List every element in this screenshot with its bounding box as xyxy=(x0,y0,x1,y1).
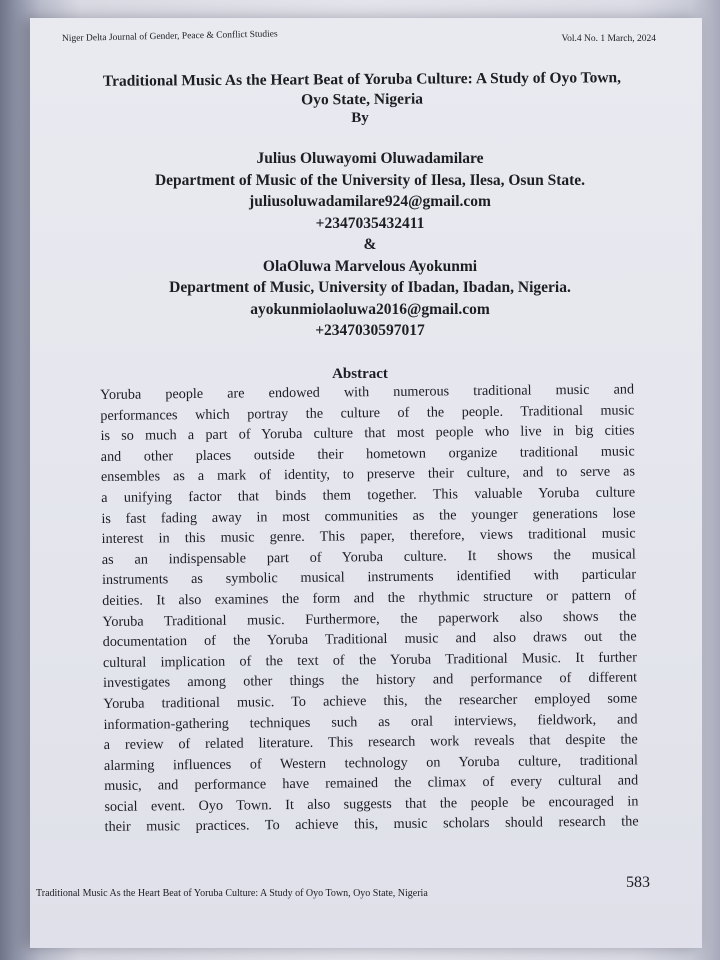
abstract-line: Yoruba traditional music. To achieve this, the researcher employed some xyxy=(103,690,638,712)
abstract-line: Yoruba people are endowed with numerous traditional music and xyxy=(100,381,635,403)
abstract-line: investigates among other things the history and performance of different xyxy=(103,669,638,692)
journal-name: Niger Delta Journal of Gender, Peace & Conflict Studies xyxy=(61,29,278,44)
author-1-email: juliusoluwadamilare924@gmail.com xyxy=(249,193,491,210)
abstract-line: as an indispensable part of Yoruba culture. It shows the musical xyxy=(101,546,636,568)
abstract-line: a unifying factor that binds them together. This valuable Yoruba culture xyxy=(101,484,636,506)
abstract-line: documentation of the Yoruba Traditional music and also draws out the xyxy=(102,628,637,651)
abstract-line: cultural implication of the text of the Yoruba Traditional Music. It further xyxy=(102,649,637,671)
abstract-line: social event. Oyo Town. It also suggests that the people be encouraged in xyxy=(104,793,639,815)
abstract-line: information-gathering techniques such as oral interviews, fieldwork, and xyxy=(103,710,638,733)
abstract-line: their music practices. To achieve this, music scholars should research the xyxy=(104,813,639,836)
title-line-1: Traditional Music As the Heart Beat of Yoruba Culture: A Study of Oyo Town, xyxy=(102,69,622,90)
volume-issue: Vol.4 No. 1 March, 2024 xyxy=(561,34,656,44)
abstract-line: alarming influences of Western technology on Yoruba culture, traditional xyxy=(103,752,639,774)
by-label: By xyxy=(351,110,369,126)
abstract-heading: Abstract xyxy=(332,366,388,382)
author-1-affiliation: Department of Music of the University of Ilesa, Ilesa, Osun State. xyxy=(154,171,586,189)
author-2-affiliation: Department of Music, University of Ibadan, Ibadan, Nigeria. xyxy=(169,279,571,296)
title-line-2: Oyo State, Nigeria xyxy=(301,90,424,109)
abstract-body xyxy=(100,379,639,838)
author-2-phone: +2347030597017 xyxy=(315,322,425,339)
abstract-line: ensembles as a mark of identity, to preserve their culture, and to serve as xyxy=(100,463,636,486)
abstract-line: is fast fading away in most communities as the younger generations lose xyxy=(101,504,636,527)
abstract-line: a review of related literature. This research work reveals that despite the xyxy=(103,731,638,754)
running-footer: Traditional Music As the Heart Beat of Yoruba Culture: A Study of Oyo Town, Oyo State, Nigeria xyxy=(36,888,428,899)
abstract-line: music, and performance have remained the climax of every cultural and xyxy=(104,772,639,795)
page-number: 583 xyxy=(626,874,650,891)
abstract-line: instruments as symbolic musical instruments identified with particular xyxy=(101,566,637,589)
article-title xyxy=(62,68,662,112)
abstract-line: is so much a part of Yoruba culture that most people who live in big cities xyxy=(100,422,635,445)
author-separator: & xyxy=(363,236,377,253)
abstract-line: interest in this music genre. This paper, therefore, views traditional music xyxy=(101,525,636,548)
author-2-email: ayokunmiolaoluwa2016@gmail.com xyxy=(250,300,490,318)
abstract-line: performances which portray the culture of the people. Traditional music xyxy=(100,402,635,424)
author-block xyxy=(70,148,670,342)
author-1-phone: +2347035432411 xyxy=(315,214,425,232)
abstract-line: Yoruba Traditional music. Furthermore, the paperwork also shows the xyxy=(102,607,637,630)
abstract-line: deities. It also examines the form and the rhythmic structure or pattern of xyxy=(102,587,637,609)
abstract-line: and other places outside their hometown organize traditional music xyxy=(100,443,635,465)
author-1-name: Julius Oluwayomi Oluwadamilare xyxy=(256,150,484,167)
author-2-name: OlaOluwa Marvelous Ayokunmi xyxy=(262,257,478,275)
